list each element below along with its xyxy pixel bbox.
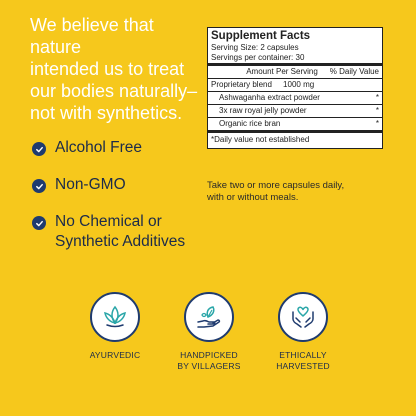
intro-text bbox=[30, 14, 208, 124]
hand-leaf-icon bbox=[194, 302, 224, 332]
check-icon bbox=[32, 216, 46, 230]
intro-line: We believe that nature bbox=[30, 15, 154, 57]
ingredient-dv: * bbox=[375, 106, 379, 115]
claim-label: No Chemical or bbox=[55, 213, 162, 230]
badge-label: HARVESTED bbox=[276, 361, 330, 371]
badge-label-ayurvedic bbox=[70, 350, 160, 361]
ingredient-name: 3x raw royal jelly powder bbox=[219, 106, 307, 115]
dosage-text bbox=[207, 180, 387, 204]
claim-alcohol-free bbox=[32, 138, 212, 158]
intro-line: intended us to treat bbox=[30, 59, 185, 79]
badge-handpicked bbox=[184, 292, 234, 342]
supplement-facts-panel bbox=[207, 27, 383, 149]
blend-row bbox=[208, 79, 382, 91]
ingredient-row bbox=[208, 105, 382, 117]
badge-label: AYURVEDIC bbox=[89, 350, 141, 360]
claim-label: Non-GMO bbox=[55, 176, 126, 193]
badge-label-ethically bbox=[258, 350, 348, 372]
ingredient-dv: * bbox=[375, 93, 379, 102]
badge-label-handpicked bbox=[164, 350, 254, 372]
blend-amount: 1000 mg bbox=[283, 80, 315, 89]
daily-value-note: *Daily value not established bbox=[211, 135, 310, 144]
facts-title: Supplement Facts bbox=[211, 30, 311, 42]
dosage-line: with or without meals. bbox=[207, 192, 299, 203]
badge-ethically-harvested bbox=[278, 292, 328, 342]
badge-label: ETHICALLY bbox=[279, 350, 327, 360]
badge-label: BY VILLAGERS bbox=[177, 361, 241, 371]
badge-label: HANDPICKED bbox=[180, 350, 238, 360]
claims-list bbox=[32, 138, 212, 269]
intro-line: not with synthetics. bbox=[30, 103, 183, 123]
check-icon bbox=[32, 179, 46, 193]
hands-heart-icon bbox=[288, 302, 318, 332]
dosage-line: Take two or more capsules daily, bbox=[207, 180, 345, 191]
ingredient-row bbox=[208, 118, 382, 130]
intro-line: our bodies naturally– bbox=[30, 81, 198, 101]
servings-per-container: Servings per container: 30 bbox=[211, 53, 305, 62]
serving-size: Serving Size: 2 capsules bbox=[211, 43, 299, 52]
lotus-icon bbox=[100, 302, 130, 332]
ingredient-name: Organic rice bran bbox=[219, 119, 281, 128]
claim-no-chemicals bbox=[32, 212, 212, 252]
claim-non-gmo bbox=[32, 175, 212, 195]
ingredient-row bbox=[208, 92, 382, 104]
badge-ayurvedic bbox=[90, 292, 140, 342]
blend-name: Proprietary blend bbox=[211, 80, 272, 89]
claim-label: Synthetic Additives bbox=[55, 233, 186, 250]
amount-per-serving-header: Amount Per Serving bbox=[246, 67, 318, 76]
daily-value-header: % Daily Value bbox=[329, 67, 379, 76]
ingredient-dv: * bbox=[375, 119, 379, 128]
check-icon bbox=[32, 142, 46, 156]
claim-label: Alcohol Free bbox=[55, 139, 143, 156]
ingredient-name: Ashwaganha extract powder bbox=[219, 93, 320, 102]
facts-header-row bbox=[208, 66, 382, 78]
